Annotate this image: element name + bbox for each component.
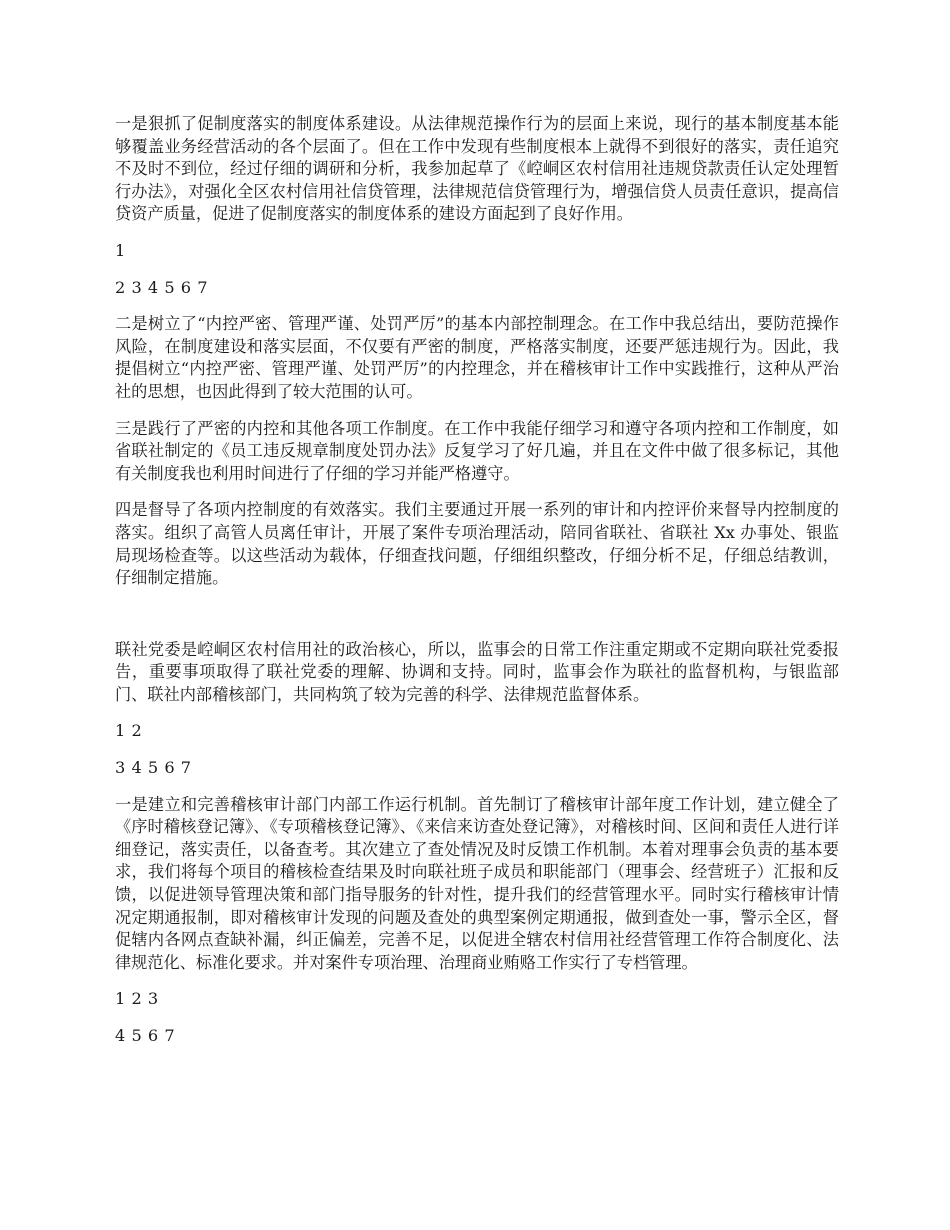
paragraph-supervision: 四是督导了各项内控制度的有效落实。我们主要通过开展一系列的审计和内控评价来督导内控制度的落实。组织了高管人员离任审计，开展了案件专项治理活动，陪同省联社、省联社 Xx 办事处、银监局现场检查等。以这些活动为载体，仔细查找问题，仔细组织整改，仔细分析不足，仔细总结教训，仔细制定措施。 [115, 500, 839, 588]
document-page [115, 113, 839, 1062]
number-line: 1 [115, 240, 126, 260]
paragraph-control-concept: 二是树立了“内控严密、管理严谨、处罚严厉”的基本内部控制理念。在工作中我总结出，要防范操作风险，在制度建设和落实层面，不仅要有严密的制度，严格落实制度，还要严惩违规行为。因此，我提倡树立“内控严密、管理严谨、处罚严厉”的内控理念，并在稽核审计工作中实践推行，这种从严治社的思想，也因此得到了较大范围的认可。 [115, 314, 839, 401]
number-line: 1 2 [115, 721, 143, 741]
number-line: 3 4 5 6 7 [115, 758, 192, 778]
section-spacer [115, 604, 839, 639]
paragraph-party-committee: 联社党委是崆峒区农村信用社的政治核心，所以，监事会的日常工作注重定期或不定期向联社党委报告，重要事项取得了联社党委的理解、协调和支持。同时，监事会作为联社的监督机构，与银监部门、联社内部稽核部门，共同构筑了较为完善的科学、法律规范监督体系。 [115, 639, 839, 704]
number-line: 1 2 3 [115, 989, 159, 1009]
number-line: 2 3 4 5 6 7 [115, 277, 209, 297]
paragraph-strict-control: 三是践行了严密的内控和其他各项工作制度。在工作中我能仔细学习和遵守各项内控和工作制度，如省联社制定的《员工违反规章制度处罚办法》反复学习了好几遍，并且在文件中做了很多标记，其他有关制度我也利用时间进行了仔细的学习并能严格遵守。 [115, 418, 839, 483]
number-line: 4 5 6 7 [115, 1026, 176, 1045]
paragraph-system-building: 一是狠抓了促制度落实的制度体系建设。从法律规范操作行为的层面上来说，现行的基本制度基本能够覆盖业务经营活动的各个层面了。但在工作中发现有些制度根本上就得不到很好的落实，责任追究不及时不到位，经过仔细的调研和分析，我参加起草了《崆峒区农村信用社违规贷款责任认定处理暂行办法》，对强化全区农村信用社信贷管理，法律规范信贷管理行为，增强信贷人员责任意识，提高信贷资产质量，促进了促制度落实的制度体系的建设方面起到了良好作用。 [115, 114, 839, 224]
paragraph-audit-mechanism: 一是建立和完善稽核审计部门内部工作运行机制。首先制订了稽核审计部年度工作计划，建立健全了《序时稽核登记簿》、《专项稽核登记簿》、《来信来访查处登记簿》，对稽核时间、区间和责任人进行详细登记，落实责任，以备查考。其次建立了查处情况及时反馈工作机制。本着对理事会负责的基本要求，我们将每个项目的稽核检查结果及时向联社班子成员和职能部门（理事会、经营班子）汇报和反馈，以促进领导管理决策和部门指导服务的针对性，提升我们的经营管理水平。同时实行稽核审计情况定期通报制，即对稽核审计发现的问题及查处的典型案例定期通报，做到查处一事，警示全区，督促辖内各网点查缺补漏，纠正偏差，完善不足，以促进全辖农村信用社经营管理工作符合制度化、法律规范化、标准化要求。并对案件专项治理、治理商业贿赂工作实行了专档管理。 [115, 794, 839, 972]
